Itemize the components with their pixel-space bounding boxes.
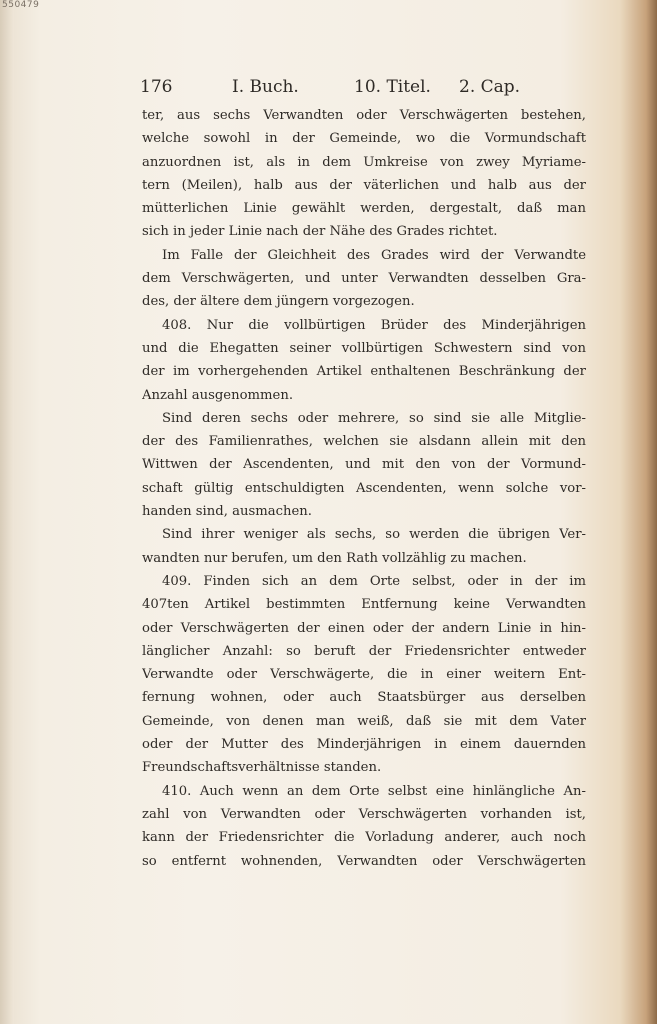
text-line: zahl von Verwandten oder Verschwägerten vorhanden ist,: [142, 806, 586, 822]
text-line: der im vorhergehenden Artikel enthaltenen Beschränkung der: [142, 364, 586, 380]
text-line: 409. Finden sich an dem Orte selbst, oder in der im: [162, 573, 586, 589]
text-line: 408. Nur die vollbürtigen Brüder des Minderjährigen: [162, 317, 586, 333]
text-line: ter, aus sechs Verwandten oder Verschwägerten bestehen,: [142, 108, 586, 123]
text-line: der des Familienrathes, welchen sie alsdann allein mit den: [142, 434, 586, 450]
text-line: länglicher Anzahl: so beruft der Friedensrichter entweder: [142, 643, 586, 659]
text-line: dem Verschwägerten, und unter Verwandten desselben Gra-: [142, 271, 586, 287]
text-line: Sind ihrer weniger als sechs, so werden die übrigen Ver-: [162, 527, 586, 543]
text-line: Wittwen der Ascendenten, und mit den von der Vormund-: [142, 457, 586, 473]
page-number: 176: [140, 77, 173, 97]
text-line: des, der ältere dem jüngern vorgezogen.: [142, 294, 415, 310]
text-line: oder der Mutter des Minderjährigen in einem dauernden: [142, 737, 586, 753]
text-line: welche sowohl in der Gemeinde, wo die Vormundschaft: [142, 131, 586, 147]
text-line: anzuordnen ist, als in dem Umkreise von zwey Myriame-: [142, 154, 586, 170]
text-line: Freundschaftsverhältnisse standen.: [142, 760, 382, 776]
text-line: oder Verschwägerten der einen oder der andern Linie in hin-: [142, 620, 586, 636]
text-line: 410. Auch wenn an dem Orte selbst eine hinlängliche An-: [162, 783, 586, 799]
header-title: 10. Titel.: [354, 77, 431, 97]
text-line: fernung wohnen, oder auch Staatsbürger aus derselben: [142, 690, 586, 706]
text-line: 407ten Artikel bestimmten Entfernung keine Verwandten: [142, 597, 586, 613]
text-line: Im Falle der Gleichheit des Grades wird der Verwandte: [162, 247, 586, 263]
text-line: Anzahl ausgenommen.: [142, 387, 294, 403]
page-gutter: [0, 0, 14, 1024]
body-text: [142, 104, 586, 873]
text-line: schaft gültig entschuldigten Ascendenten, wenn solche vor-: [142, 480, 586, 496]
running-header: [140, 74, 585, 100]
text-line: mütterlichen Linie gewählt werden, dergestalt, daß man: [142, 201, 586, 217]
text-line: tern (Meilen), halb aus der väterlichen und halb aus der: [142, 177, 586, 193]
text-line: und die Ehegatten seiner vollbürtigen Schwestern sind von: [142, 340, 586, 356]
text-line: handen sind, ausmachen.: [142, 504, 312, 520]
text-line: Sind deren sechs oder mehrere, so sind sie alle Mitglie-: [162, 410, 586, 426]
text-line: sich in jeder Linie nach der Nähe des Grades richtet.: [142, 224, 498, 240]
text-line: Verwandte oder Verschwägerte, die in einer weitern Ent-: [142, 667, 586, 683]
text-line: so entfernt wohnenden, Verwandten oder Verschwägerten: [142, 853, 586, 869]
header-book: I. Buch.: [232, 77, 299, 97]
text-line: kann der Friedensrichter die Vorladung anderer, auch noch: [142, 830, 586, 846]
text-line: Gemeinde, von denen man weiß, daß sie mit dem Vater: [142, 713, 586, 729]
library-stamp: 550479: [2, 0, 40, 10]
text-line: wandten nur berufen, um den Rath vollzählig zu machen.: [142, 550, 527, 566]
header-chapter: 2. Cap.: [459, 77, 521, 97]
